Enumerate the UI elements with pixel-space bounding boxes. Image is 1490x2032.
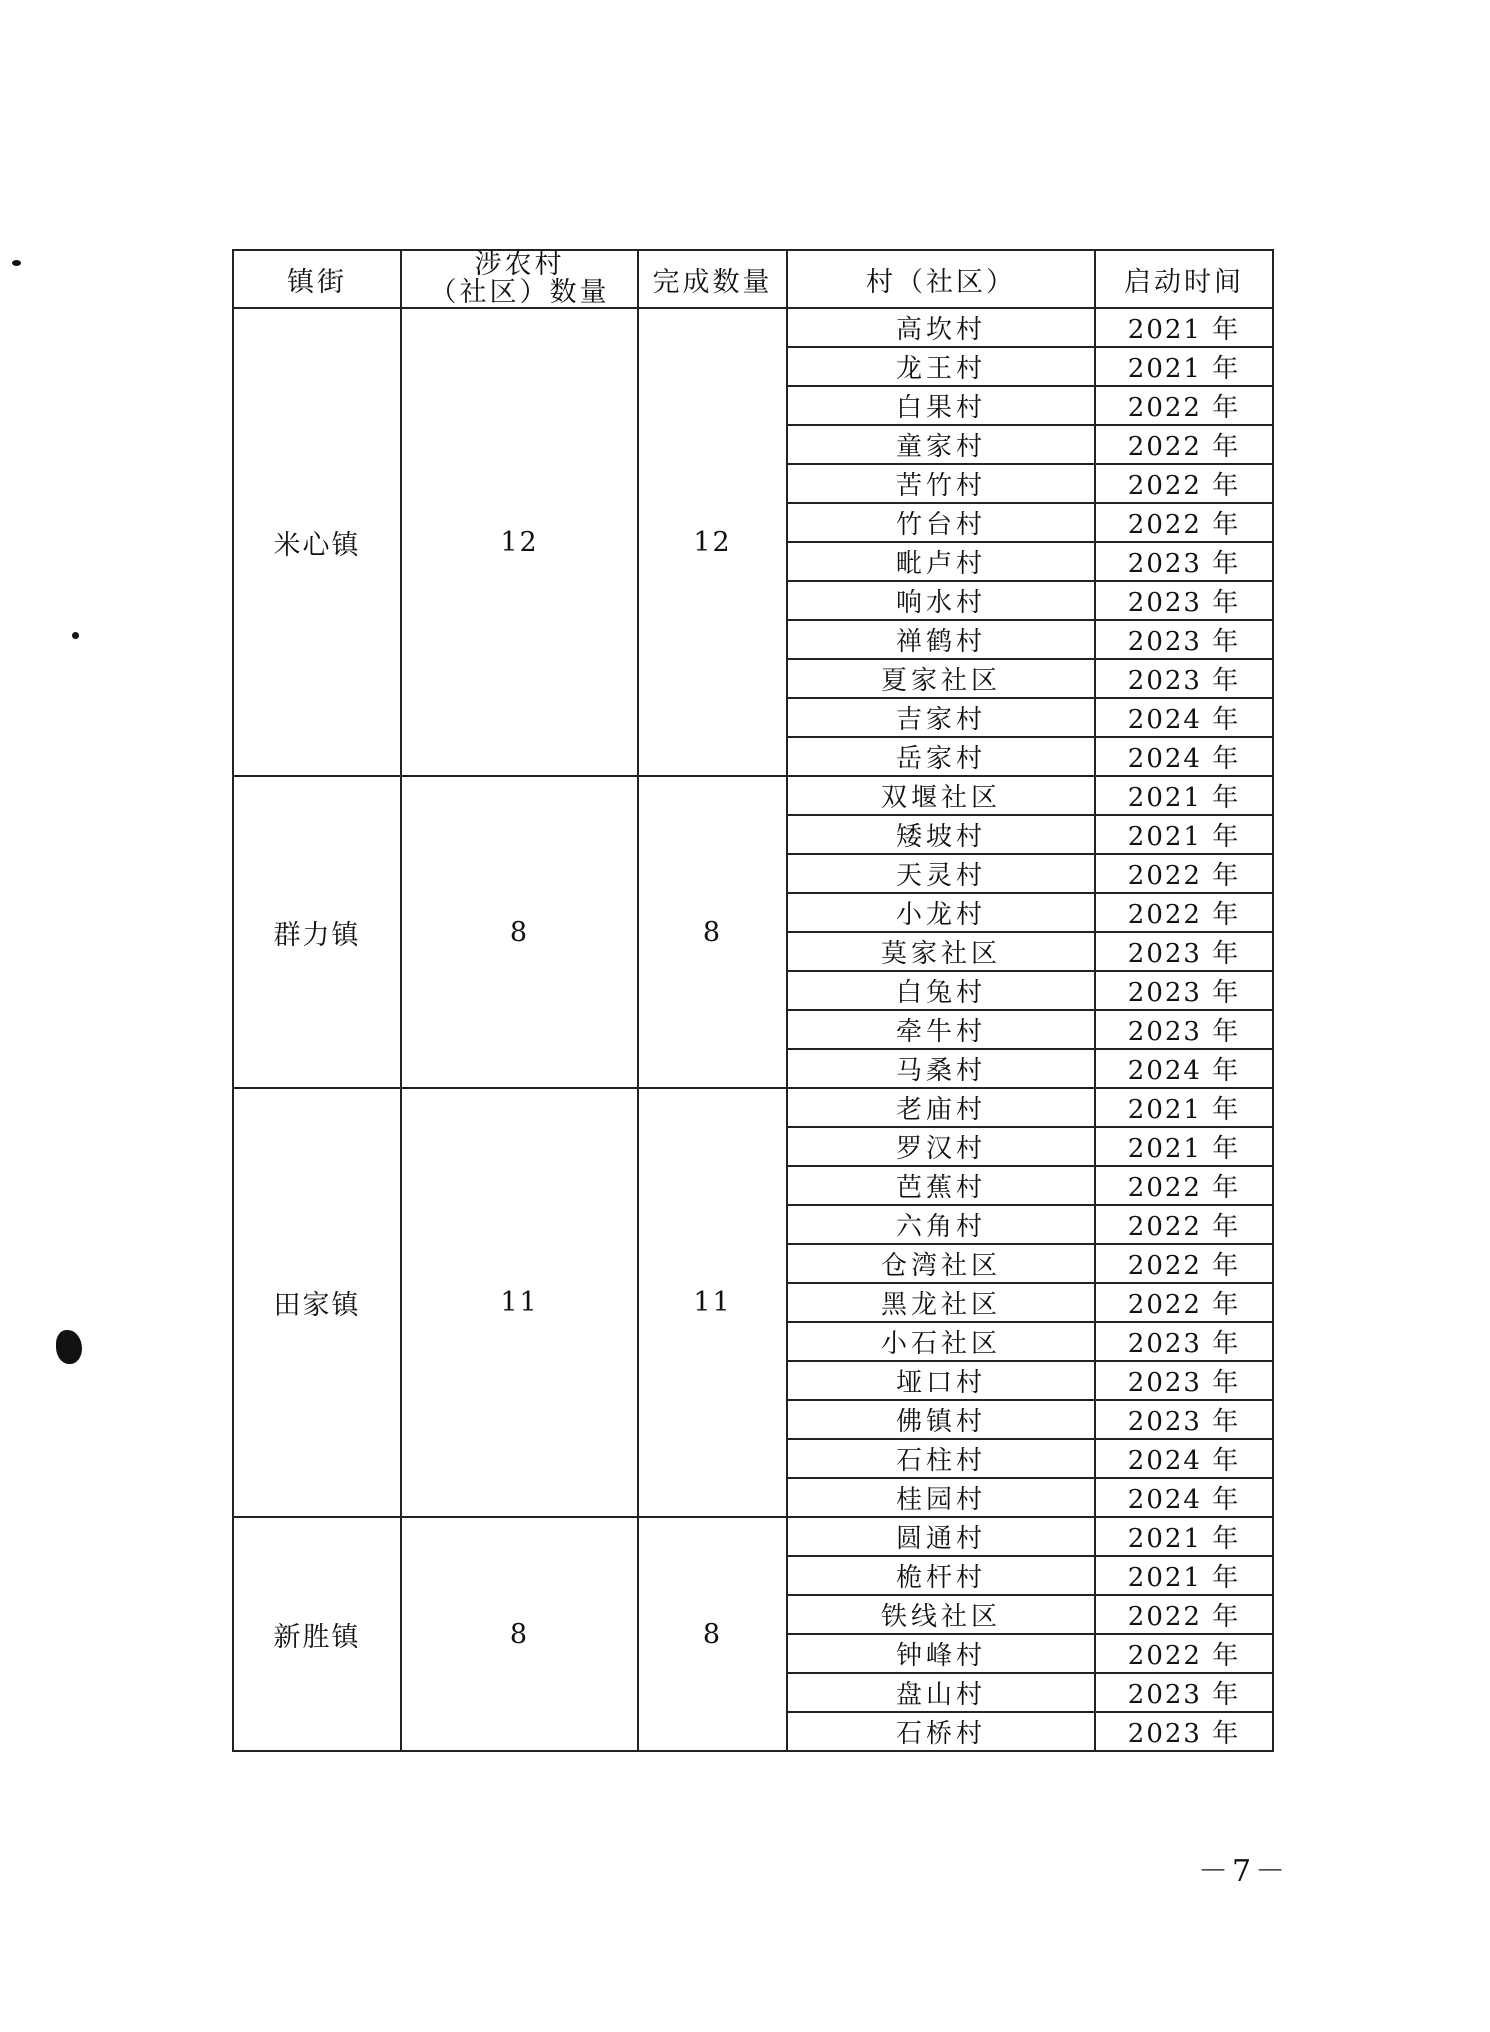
header-done-count: 完成数量 [638,250,787,308]
village-cell: 双堰社区 [787,776,1095,815]
start-year-cell: 2024 年 [1095,1478,1273,1517]
header-village-count-text [402,251,637,307]
header-start-year: 启动时间 [1095,250,1273,308]
village-count-cell: 8 [401,1517,638,1751]
village-cell: 盘山村 [787,1673,1095,1712]
village-cell: 夏家社区 [787,659,1095,698]
start-year-cell: 2023 年 [1095,932,1273,971]
village-cell: 老庙村 [787,1088,1095,1127]
village-count-cell: 11 [401,1088,638,1517]
start-year-cell: 2022 年 [1095,503,1273,542]
start-year-cell: 2022 年 [1095,893,1273,932]
start-year-cell: 2022 年 [1095,386,1273,425]
scan-speck [12,260,21,266]
village-cell: 小龙村 [787,893,1095,932]
start-year-cell: 2023 年 [1095,620,1273,659]
start-year-cell: 2023 年 [1095,659,1273,698]
village-cell: 钟峰村 [787,1634,1095,1673]
start-year-cell: 2024 年 [1095,1049,1273,1088]
village-cell: 苦竹村 [787,464,1095,503]
start-year-cell: 2023 年 [1095,1712,1273,1751]
table-row [233,1517,1273,1556]
table-header-row [233,250,1273,308]
village-cell: 岳家村 [787,737,1095,776]
village-cell: 圆通村 [787,1517,1095,1556]
village-cell: 牵牛村 [787,1010,1095,1049]
village-cell: 白果村 [787,386,1095,425]
start-year-cell: 2021 年 [1095,1088,1273,1127]
village-count-cell: 8 [401,776,638,1088]
town-cell: 米心镇 [233,308,401,776]
village-cell: 天灵村 [787,854,1095,893]
village-cell: 禅鹤村 [787,620,1095,659]
village-cell: 石桥村 [787,1712,1095,1751]
village-cell: 吉家村 [787,698,1095,737]
header-town: 镇街 [233,250,401,308]
header-village-count-line: （社区）数量 [429,277,610,308]
village-cell: 矮坡村 [787,815,1095,854]
table-row [233,308,1273,347]
start-year-cell: 2022 年 [1095,425,1273,464]
start-year-cell: 2021 年 [1095,347,1273,386]
header-village: 村（社区） [787,250,1095,308]
start-year-cell: 2022 年 [1095,1283,1273,1322]
start-year-cell: 2024 年 [1095,737,1273,776]
start-year-cell: 2022 年 [1095,1595,1273,1634]
village-cell: 童家村 [787,425,1095,464]
start-year-cell: 2021 年 [1095,1517,1273,1556]
start-year-cell: 2022 年 [1095,1634,1273,1673]
table-row [233,1088,1273,1127]
start-year-cell: 2023 年 [1095,1010,1273,1049]
page-number: －7－ [1198,1854,1290,1889]
town-cell: 田家镇 [233,1088,401,1517]
village-cell: 莫家社区 [787,932,1095,971]
village-cell: 芭蕉村 [787,1166,1095,1205]
header-village-count-line: 涉农村 [474,249,565,280]
start-year-cell: 2022 年 [1095,1244,1273,1283]
village-cell: 毗卢村 [787,542,1095,581]
done-count-cell: 12 [638,308,787,776]
start-year-cell: 2023 年 [1095,581,1273,620]
header-village-count [401,250,638,308]
village-cell: 黑龙社区 [787,1283,1095,1322]
village-cell: 仓湾社区 [787,1244,1095,1283]
village-cell: 桅杆村 [787,1556,1095,1595]
start-year-cell: 2023 年 [1095,971,1273,1010]
start-year-cell: 2023 年 [1095,542,1273,581]
scan-speck [56,1330,82,1364]
start-year-cell: 2022 年 [1095,464,1273,503]
start-year-cell: 2023 年 [1095,1400,1273,1439]
table-row [233,776,1273,815]
start-year-cell: 2023 年 [1095,1322,1273,1361]
start-year-cell: 2021 年 [1095,1556,1273,1595]
village-cell: 佛镇村 [787,1400,1095,1439]
start-year-cell: 2022 年 [1095,1166,1273,1205]
village-cell: 响水村 [787,581,1095,620]
village-cell: 小石社区 [787,1322,1095,1361]
village-cell: 龙王村 [787,347,1095,386]
town-cell: 新胜镇 [233,1517,401,1751]
village-cell: 桂园村 [787,1478,1095,1517]
village-cell: 白兔村 [787,971,1095,1010]
village-cell: 高坎村 [787,308,1095,347]
village-count-cell: 12 [401,308,638,776]
start-year-cell: 2024 年 [1095,698,1273,737]
village-cell: 六角村 [787,1205,1095,1244]
start-year-cell: 2021 年 [1095,815,1273,854]
start-year-cell: 2023 年 [1095,1361,1273,1400]
scan-speck [72,632,79,639]
village-table [232,249,1274,1752]
table-body [233,308,1273,1751]
start-year-cell: 2022 年 [1095,1205,1273,1244]
village-cell: 马桑村 [787,1049,1095,1088]
done-count-cell: 8 [638,1517,787,1751]
start-year-cell: 2022 年 [1095,854,1273,893]
start-year-cell: 2021 年 [1095,308,1273,347]
start-year-cell: 2021 年 [1095,776,1273,815]
village-cell: 罗汉村 [787,1127,1095,1166]
village-cell: 竹台村 [787,503,1095,542]
village-cell: 铁线社区 [787,1595,1095,1634]
village-cell: 石柱村 [787,1439,1095,1478]
done-count-cell: 8 [638,776,787,1088]
town-cell: 群力镇 [233,776,401,1088]
done-count-cell: 11 [638,1088,787,1517]
village-cell: 垭口村 [787,1361,1095,1400]
start-year-cell: 2024 年 [1095,1439,1273,1478]
start-year-cell: 2021 年 [1095,1127,1273,1166]
start-year-cell: 2023 年 [1095,1673,1273,1712]
